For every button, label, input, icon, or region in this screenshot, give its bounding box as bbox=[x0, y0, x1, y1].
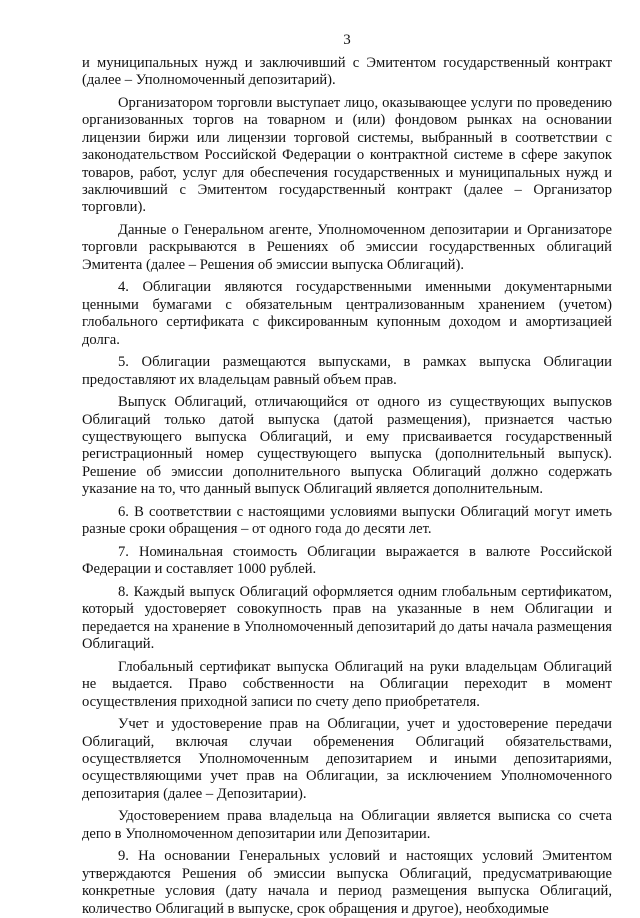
paragraph-additional-issue: Выпуск Облигаций, отличающийся от одного из существующих выпусков Облигаций только датой выпуска (датой размещения), признается частью существующего выпуска Облигаций, и ему присваивается государственный регистрационный номер существующего выпуска (дополнительный выпуск). Решение об эмиссии дополнительного выпуска Облигаций должно содержать указание на то, что данный выпуск Облигаций является дополнительным. bbox=[82, 394, 612, 498]
paragraph-clause-4: 4. Облигации являются государственными именными документарными ценными бумагами с обязательным централизованным хранением (учетом) глобального сертификата с фиксированным купонным доходом и амортизацией долга. bbox=[82, 279, 612, 348]
paragraph-clause-8: 8. Каждый выпуск Облигаций оформляется одним глобальным сертификатом, который удостоверяет совокупность прав на указанные в нем Облигации и передается на хранение в Уполномоченный депозитарий до даты начала размещения Облигаций. bbox=[82, 583, 612, 653]
paragraph-clause-5: 5. Облигации размещаются выпусками, в рамках выпуска Облигации предоставляют их владельцам равный объем прав. bbox=[82, 354, 612, 388]
paragraph-clause-7: 7. Номинальная стоимость Облигации выражается в валюте Российской Федерации и составляет 1000 рублей. bbox=[82, 543, 612, 578]
page-number: 3 bbox=[343, 32, 351, 48]
paragraph-clause-6: 6. В соответствии с настоящими условиями выпуски Облигаций могут иметь разные сроки обращения – от одного года до десяти лет. bbox=[82, 503, 612, 538]
paragraph-organizer-definition: Организатором торговли выступает лицо, оказывающее услуги по проведению организованных торгов на товарном и (или) фондовом рынках на основании лицензии биржи или лицензии торговой системы, выбранный в соответствии с законодательством Российской Федерации о контрактной системе в сфере закупок товаров, работ, услуг для обеспечения государственных и муниципальных нужд и заключивший с Эмитентом государственный контракт (далее – Организатор торговли). bbox=[82, 95, 612, 216]
paragraph-clause-9: 9. На основании Генеральных условий и настоящих условий Эмитентом утверждаются Решения об эмиссии выпуска Облигаций, предусматривающие конкретные условия (дату начала и период размещения выпуска Облигаций, количество Облигаций в выпуске, срок обращения и другое), необходимые bbox=[82, 848, 612, 917]
paragraph-disclosure: Данные о Генеральном агенте, Уполномоченном депозитарии и Организаторе торговли раскрываются в Решениях об эмиссии государственных облигаций Эмитента (далее – Решения об эмиссии выпуска Облигаций). bbox=[82, 222, 612, 273]
paragraph-continuation: и муниципальных нужд и заключивший с Эмитентом государственный контракт (далее – Уполномоченный депозитарий). bbox=[82, 55, 612, 89]
paragraph-ownership-proof: Удостоверением права владельца на Облигации является выписка со счета депо в Уполномоченном депозитарии или Депозитарии. bbox=[82, 808, 612, 842]
paragraph-global-certificate: Глобальный сертификат выпуска Облигаций на руки владельцам Облигаций не выдается. Право собственности на Облигации переходит в момент осуществления приходной записи по счету депо приобретателя. bbox=[82, 658, 612, 710]
paragraph-rights-accounting: Учет и удостоверение прав на Облигации, учет и удостоверение передачи Облигаций, включая случаи обременения Облигаций обязательствами, осуществляется Уполномоченным депозитарием и иными депозитариями, осуществляющими учет прав на Облигации, за исключением Уполномоченного депозитария (далее – Депозитарии). bbox=[82, 716, 612, 802]
